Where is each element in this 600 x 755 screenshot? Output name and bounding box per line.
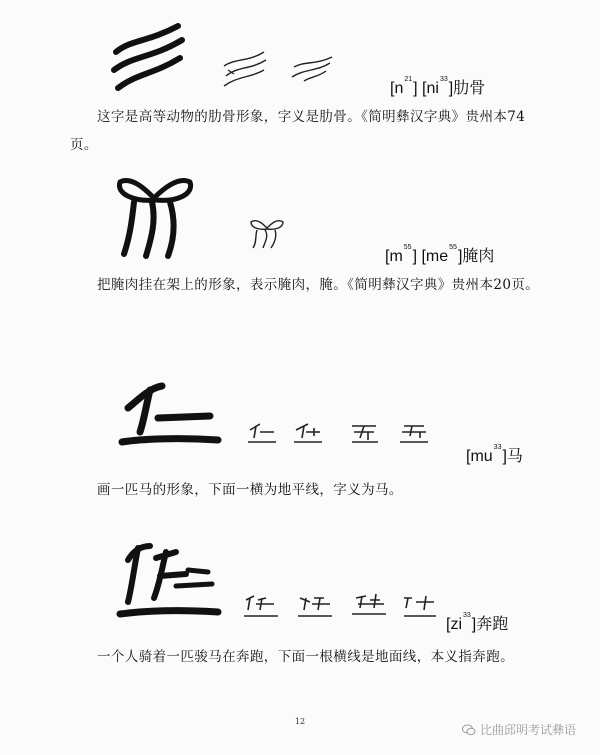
entry-2-description: 把腌肉挂在架上的形象，表示腌肉，腌。《简明彝汉字典》贵州本20页。 — [97, 277, 540, 293]
entry-3-pronunciation: $[mu^{33}]$马 — [466, 444, 523, 465]
run-glyph-variant-1 — [242, 592, 282, 620]
entry-3-description: 画一匹马的形象，下面一横为地平线，字义为马。 — [97, 482, 403, 498]
entry-4-pronunciation: $[zi^{33}]$奔跑 — [446, 612, 509, 633]
entry-1-pronunciation: $[n^{21}]$ $[ni^{33}]$肋骨 — [390, 76, 486, 97]
entry-2-pronunciation: $[m^{55}]$ $[me^{55}]$腌肉 — [385, 244, 495, 265]
entry-2-meaning: 腌肉 — [462, 246, 495, 265]
run-glyph-large — [116, 540, 222, 622]
horse-glyph-variant-4 — [398, 420, 430, 446]
entry-1-meaning: 肋骨 — [453, 78, 486, 97]
horse-glyph-variant-2 — [292, 420, 324, 446]
horse-glyph-variant-1 — [246, 420, 278, 446]
ribs-glyph-variant-1 — [220, 48, 270, 90]
horse-glyph-variant-3 — [348, 420, 380, 446]
run-glyph-variant-4 — [400, 592, 440, 620]
watermark — [462, 721, 576, 738]
entry-3-meaning: 马 — [506, 446, 523, 465]
ribs-glyph-large — [108, 22, 188, 94]
run-glyph-variant-2 — [296, 592, 336, 620]
watermark-text: 比曲邱明考试彝语 — [479, 723, 576, 737]
cured-meat-glyph-large — [112, 172, 198, 264]
cured-meat-glyph-variant — [247, 216, 287, 252]
ribs-glyph-variant-2 — [290, 55, 336, 85]
horse-glyph-large — [118, 378, 222, 452]
entry-4-description: 一个人骑着一匹骏马在奔跑，下面一根横线是地面线，本义指奔跑。 — [97, 649, 514, 665]
page-number: 12 — [294, 717, 306, 726]
entry-4-meaning: 奔跑 — [476, 614, 509, 633]
run-glyph-variant-3 — [350, 590, 390, 620]
entry-1-description: 这字是高等动物的肋骨形象，字义是肋骨。《简明彝汉字典》贵州本74页。 — [70, 109, 526, 153]
chat-bubble-icon — [462, 723, 476, 737]
